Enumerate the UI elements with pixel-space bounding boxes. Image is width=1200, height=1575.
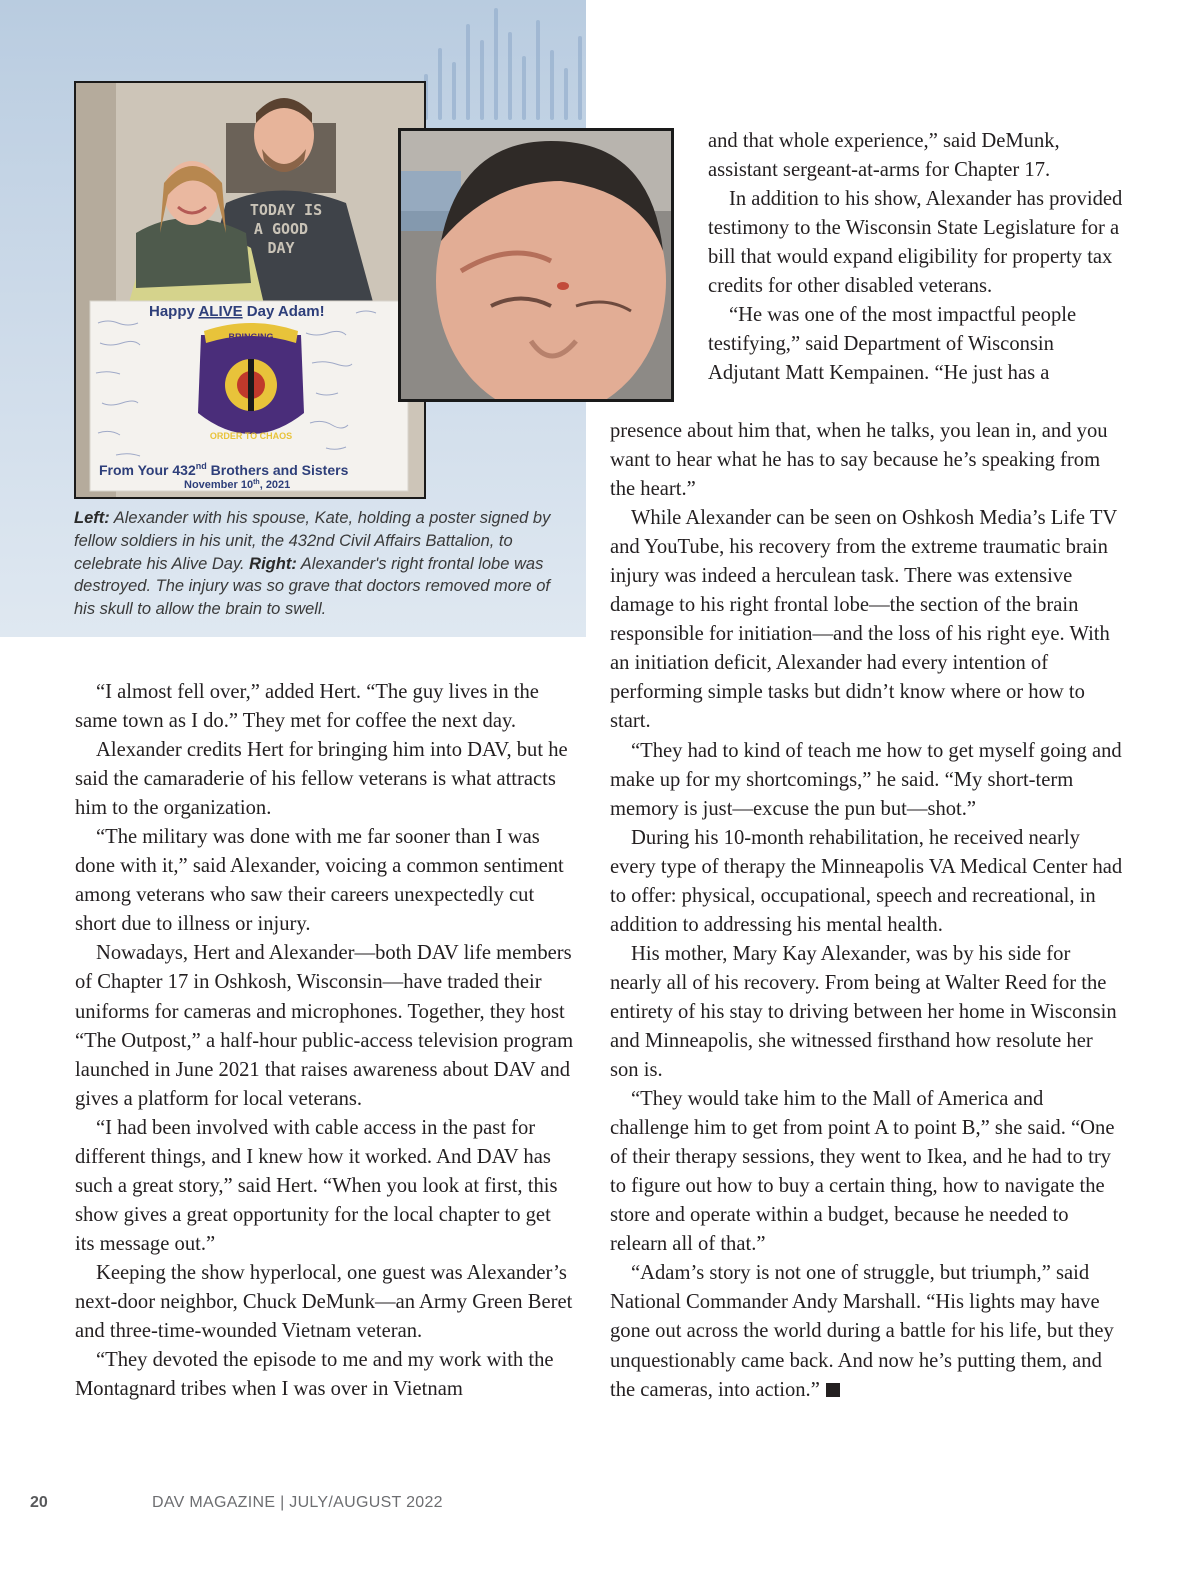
article-paragraph: “I had been involved with cable access in the past for different things, and I knew how it worked. And DAV has such a great story,” said Hert. “When you look at first, this show gives a great opportunity for the local chapter to get its message out.” bbox=[75, 1116, 558, 1255]
article-final-text: “Adam’s story is not one of struggle, but triumph,” said National Commander Andy Marshall. “His lights may have gone out across the world during a battle for his life, but they unquestionably came back. And now he’s putting them, and the cameras, into action.” bbox=[610, 1262, 1114, 1401]
caption-right-label: Right: bbox=[249, 554, 297, 573]
article-paragraph: During his 10-month rehabilitation, he received nearly every type of therapy the Minneapolis VA Medical Center had to offer: physical, occupational, speech and recreational, in addition to addressing his mental health. bbox=[610, 826, 1123, 936]
article-paragraph: Alexander credits Hert for bringing him into DAV, but he said the camaraderie of his fellow veterans is what attracts him to the organization. bbox=[75, 739, 568, 820]
article-column-right-top bbox=[708, 127, 1128, 388]
article-paragraph: “The military was done with me far sooner than I was done with it,” said Alexander, voicing a common sentiment among veterans who saw their careers unexpectedly cut short due to illness or injury. bbox=[75, 826, 564, 936]
caption-left-text: Alexander with his spouse, Kate, holding a poster signed by fellow soldiers in his unit, the 432nd Civil Affairs Battalion, to celebrate his Alive Day. bbox=[74, 509, 551, 573]
shirt-text: TODAY IS A GOOD DAY bbox=[249, 201, 323, 257]
article-paragraph: “They devoted the episode to me and my work with the Montagnard tribes when I was over in Vietnam bbox=[75, 1349, 554, 1401]
photo-illustration-injury bbox=[401, 131, 671, 399]
caption-left-label: Left: bbox=[74, 509, 110, 527]
poster-from-sup: nd bbox=[195, 461, 207, 471]
article-paragraph: Keeping the show hyperlocal, one guest was Alexander’s next-door neighbor, Chuck DeMunk—an Army Green Beret and three-time-wounded Vietnam veteran. bbox=[75, 1261, 573, 1343]
article-paragraph: Nowadays, Hert and Alexander—both DAV life members of Chapter 17 in Oshkosh, Wisconsin—have traded their uniforms for cameras and microphones. Together, they host “The Outpost,” a half-hour public-access television program launched in June 2021 that raises awareness about DAV and gives a platform for local veterans. bbox=[75, 942, 574, 1110]
article-paragraph: “They had to kind of teach me how to get myself going and make up for my shortcomings,” he said. “My short-term memory is just—excuse the pun but—shot.” bbox=[610, 739, 1122, 820]
caption-right-text: Alexander's right frontal lobe was destroyed. The injury was so grave that doctors removed more of his skull to allow the brain to swell. bbox=[74, 554, 550, 619]
article-column-left bbox=[75, 678, 575, 1404]
decorative-sound-bars bbox=[420, 0, 586, 120]
svg-text:From Your 432nd Brothers and S bbox=[99, 461, 349, 478]
article-final-paragraph bbox=[610, 1259, 1125, 1404]
article-paragraph: “He was one of the most impactful people testifying,” said Department of Wisconsin Adjutant Matt Kempainen. “He just has a bbox=[708, 304, 1077, 385]
poster-from-post: Brothers and Sisters bbox=[206, 462, 349, 478]
poster-date-sup: th bbox=[253, 479, 260, 486]
article-paragraph: and that whole experience,” said DeMunk, assistant sergeant-at-arms for Chapter 17. bbox=[708, 130, 1060, 182]
poster-date-pre: November 10 bbox=[184, 479, 254, 491]
photo-head-injury bbox=[398, 128, 674, 402]
poster-title-post: Day Adam! bbox=[242, 303, 325, 320]
article-paragraph: While Alexander can be seen on Oshkosh Media’s Life TV and YouTube, his recovery from the extreme traumatic brain injury was indeed a herculean task. There was extensive damage to his right frontal lobe—the section of the brain responsible for initiation—and the loss of his right eye. With an initiation deficit, Alexander had every intention of performing simple tasks but didn’t know where or how to start. bbox=[610, 507, 1117, 733]
article-paragraph: presence about him that, when he talks, you lean in, and you want to hear what he has to say because he’s speaking from the heart.” bbox=[610, 420, 1108, 501]
article-column-right bbox=[610, 417, 1125, 1405]
emblem-top-text: BRINGING bbox=[228, 332, 274, 342]
svg-text:November 10th, 2021 bbox=[184, 479, 290, 491]
magazine-issue-label: DAV MAGAZINE | JULY/AUGUST 2022 bbox=[152, 1494, 443, 1511]
poster-from-pre: From Your 432 bbox=[99, 462, 196, 478]
photo-illustration bbox=[76, 83, 424, 497]
unit-emblem bbox=[198, 323, 304, 441]
poster-date-post: , 2021 bbox=[259, 479, 291, 491]
article-paragraph: “They would take him to the Mall of America and challenge him to get from point A to point B,” she said. “One of their therapy sessions, they went to Ikea, and he had to try to figure out how to buy a certain thing, how to navigate the store and operate within a budget, because he needed to relearn all of that.” bbox=[610, 1088, 1115, 1256]
photo-alexander-and-kate bbox=[74, 81, 426, 499]
page-number: 20 bbox=[30, 1494, 48, 1511]
article-paragraph: “I almost fell over,” added Hert. “The guy lives in the same town as I do.” They met for coffee the next day. bbox=[75, 681, 539, 733]
article-paragraph: His mother, Mary Kay Alexander, was by his side for nearly all of his recovery. From being at Walter Reed for the entirety of his stay to driving between her home in Wisconsin and Minneapolis, she witnessed firsthand how resolute her son is. bbox=[610, 942, 1117, 1082]
poster-title-pre: Happy bbox=[149, 303, 199, 320]
svg-text:Happy ALIVE Day Adam! bbox=[149, 303, 325, 320]
photo-caption bbox=[74, 507, 566, 621]
article-paragraph: In addition to his show, Alexander has provided testimony to the Wisconsin State Legislature for a bill that would expand eligibility for property tax credits for other disabled veterans. bbox=[708, 188, 1123, 298]
end-of-article-square-icon bbox=[826, 1383, 840, 1397]
emblem-bottom-text: ORDER TO CHAOS bbox=[209, 431, 293, 441]
poster-title-alive: ALIVE bbox=[198, 303, 243, 320]
